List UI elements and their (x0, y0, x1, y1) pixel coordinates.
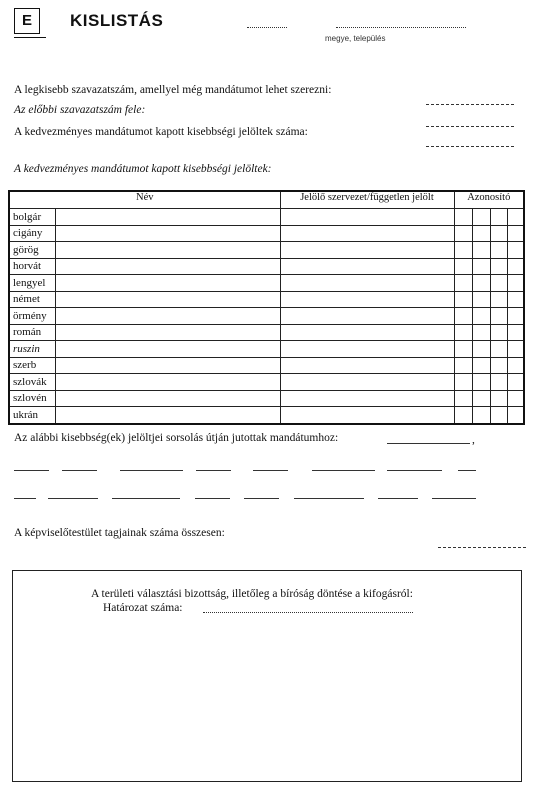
id-cell-2[interactable] (472, 341, 490, 358)
minority-count-label: A kedvezményes mandátumot kapott kisebbségi jelöltek száma: (14, 126, 308, 138)
id-cell-1[interactable] (454, 275, 472, 292)
name-cell[interactable] (55, 308, 280, 325)
id-cell-3[interactable] (490, 209, 507, 226)
letter-underline (14, 37, 46, 38)
header-dotline-1[interactable] (247, 27, 287, 28)
id-cell-1[interactable] (454, 341, 472, 358)
table-row (9, 275, 524, 292)
ethnicity-label: görög (9, 242, 55, 259)
org-cell[interactable] (280, 291, 454, 308)
id-cell-1[interactable] (454, 242, 472, 259)
org-cell[interactable] (280, 324, 454, 341)
table-row (9, 324, 524, 341)
lottery-line-15[interactable] (378, 498, 418, 499)
id-cell-1[interactable] (454, 291, 472, 308)
name-cell[interactable] (55, 374, 280, 391)
id-cell-4[interactable] (507, 357, 524, 374)
table-body (9, 209, 524, 424)
id-cell-3[interactable] (490, 341, 507, 358)
lottery-line-8[interactable] (458, 470, 476, 471)
ethnicity-label: lengyel (9, 275, 55, 292)
id-cell-4[interactable] (507, 341, 524, 358)
id-cell-1[interactable] (454, 407, 472, 424)
id-cell-3[interactable] (490, 308, 507, 325)
board-members-label: A képviselőtestület tagjainak száma összesen: (14, 527, 225, 539)
id-cell-3[interactable] (490, 258, 507, 275)
county-caption: megye, település (325, 34, 386, 43)
org-cell[interactable] (280, 374, 454, 391)
board-members-field[interactable] (438, 547, 526, 548)
ethnicity-label: román (9, 324, 55, 341)
table-row (9, 341, 524, 358)
table-row (9, 242, 524, 259)
lottery-line-2[interactable] (62, 470, 97, 471)
id-cell-4[interactable] (507, 258, 524, 275)
name-cell[interactable] (55, 390, 280, 407)
form-letter: E (21, 12, 32, 29)
id-cell-3[interactable] (490, 357, 507, 374)
lottery-line-14[interactable] (294, 498, 364, 499)
page-title: KISLISTÁS (70, 11, 164, 30)
name-cell[interactable] (55, 291, 280, 308)
lottery-line-5[interactable] (253, 470, 288, 471)
id-cell-1[interactable] (454, 324, 472, 341)
table-row (9, 308, 524, 325)
id-cell-4[interactable] (507, 209, 524, 226)
lottery-line-10[interactable] (48, 498, 98, 499)
id-cell-3[interactable] (490, 275, 507, 292)
id-cell-4[interactable] (507, 390, 524, 407)
table-row (9, 209, 524, 226)
name-cell[interactable] (55, 275, 280, 292)
lottery-field[interactable] (387, 443, 470, 444)
lottery-label: Az alábbi kisebbség(ek) jelöltjei sorsolás útján jutottak mandátumhoz: (14, 432, 339, 444)
id-cell-2[interactable] (472, 225, 490, 242)
id-cell-4[interactable] (507, 324, 524, 341)
id-cell-3[interactable] (490, 374, 507, 391)
id-cell-2[interactable] (472, 258, 490, 275)
id-cell-3[interactable] (490, 225, 507, 242)
minority-candidates-label: A kedvezményes mandátumot kapott kisebbségi jelöltek: (14, 163, 272, 175)
org-cell[interactable] (280, 225, 454, 242)
ethnicity-label: horvát (9, 258, 55, 275)
ethnicity-label: szlovák (9, 374, 55, 391)
smallest-votes-label: A legkisebb szavazatszám, amellyel még mandátumot lehet szerezni: (14, 84, 332, 96)
id-cell-3[interactable] (490, 407, 507, 424)
id-cell-1[interactable] (454, 225, 472, 242)
ethnicity-label: bolgár (9, 209, 55, 226)
candidates-table (8, 190, 525, 425)
ethnicity-label: cigány (9, 225, 55, 242)
col-header-name: Név (9, 191, 280, 209)
form-letter-box (14, 8, 40, 34)
decision-line-2: Határozat száma: (103, 602, 183, 614)
id-cell-2[interactable] (472, 242, 490, 259)
id-cell-1[interactable] (454, 374, 472, 391)
col-header-id: Azonosító (454, 191, 524, 209)
id-cell-3[interactable] (490, 390, 507, 407)
id-cell-2[interactable] (472, 374, 490, 391)
table-row (9, 374, 524, 391)
id-cell-2[interactable] (472, 308, 490, 325)
org-cell[interactable] (280, 209, 454, 226)
id-cell-2[interactable] (472, 390, 490, 407)
half-votes-label: Az előbbi szavazatszám fele: (14, 104, 146, 116)
ethnicity-label: szerb (9, 357, 55, 374)
org-cell[interactable] (280, 258, 454, 275)
lottery-line-6[interactable] (312, 470, 375, 471)
table-row (9, 357, 524, 374)
ethnicity-label: örmény (9, 308, 55, 325)
org-cell[interactable] (280, 341, 454, 358)
lottery-line-1[interactable] (14, 470, 49, 471)
id-cell-2[interactable] (472, 407, 490, 424)
lottery-line-9[interactable] (14, 498, 36, 499)
name-cell[interactable] (55, 324, 280, 341)
id-cell-1[interactable] (454, 390, 472, 407)
lottery-line-16[interactable] (432, 498, 476, 499)
col-header-org: Jelölő szervezet/független jelölt (280, 191, 454, 209)
name-cell[interactable] (55, 341, 280, 358)
decision-box (12, 570, 522, 782)
table-row (9, 225, 524, 242)
name-cell[interactable] (55, 242, 280, 259)
ethnicity-label: ruszin (9, 341, 55, 358)
org-cell[interactable] (280, 275, 454, 292)
lottery-line-11[interactable] (112, 498, 180, 499)
id-cell-1[interactable] (454, 258, 472, 275)
id-cell-1[interactable] (454, 308, 472, 325)
lottery-line-13[interactable] (244, 498, 279, 499)
lottery-line-4[interactable] (196, 470, 231, 471)
id-cell-4[interactable] (507, 242, 524, 259)
table-row (9, 258, 524, 275)
org-cell[interactable] (280, 308, 454, 325)
name-cell[interactable] (55, 407, 280, 424)
id-cell-4[interactable] (507, 291, 524, 308)
ethnicity-label: ukrán (9, 407, 55, 424)
ethnicity-label: szlovén (9, 390, 55, 407)
org-cell[interactable] (280, 407, 454, 424)
id-cell-4[interactable] (507, 407, 524, 424)
name-cell[interactable] (55, 258, 280, 275)
id-cell-2[interactable] (472, 209, 490, 226)
id-cell-2[interactable] (472, 357, 490, 374)
org-cell[interactable] (280, 390, 454, 407)
lottery-line-12[interactable] (195, 498, 230, 499)
lottery-line-7[interactable] (387, 470, 442, 471)
id-cell-1[interactable] (454, 209, 472, 226)
name-cell[interactable] (55, 209, 280, 226)
id-cell-4[interactable] (507, 308, 524, 325)
org-cell[interactable] (280, 357, 454, 374)
id-cell-1[interactable] (454, 357, 472, 374)
table-row (9, 390, 524, 407)
table-row (9, 291, 524, 308)
id-cell-2[interactable] (472, 291, 490, 308)
minority-count-field[interactable] (426, 146, 514, 147)
id-cell-4[interactable] (507, 275, 524, 292)
name-cell[interactable] (55, 225, 280, 242)
table-header-row (9, 191, 524, 209)
lottery-comma: , (472, 434, 475, 446)
id-cell-2[interactable] (472, 275, 490, 292)
resolution-number-field[interactable] (203, 612, 413, 613)
half-votes-field[interactable] (426, 126, 514, 127)
id-cell-4[interactable] (507, 374, 524, 391)
id-cell-3[interactable] (490, 242, 507, 259)
lottery-line-3[interactable] (120, 470, 183, 471)
id-cell-3[interactable] (490, 291, 507, 308)
header-dotline-2[interactable] (336, 27, 466, 28)
id-cell-3[interactable] (490, 324, 507, 341)
table-row (9, 407, 524, 424)
smallest-votes-field[interactable] (426, 104, 514, 105)
org-cell[interactable] (280, 242, 454, 259)
id-cell-4[interactable] (507, 225, 524, 242)
decision-line-1: A területi választási bizottság, illetőleg a bíróság döntése a kifogásról: (91, 588, 413, 600)
id-cell-2[interactable] (472, 324, 490, 341)
name-cell[interactable] (55, 357, 280, 374)
ethnicity-label: német (9, 291, 55, 308)
